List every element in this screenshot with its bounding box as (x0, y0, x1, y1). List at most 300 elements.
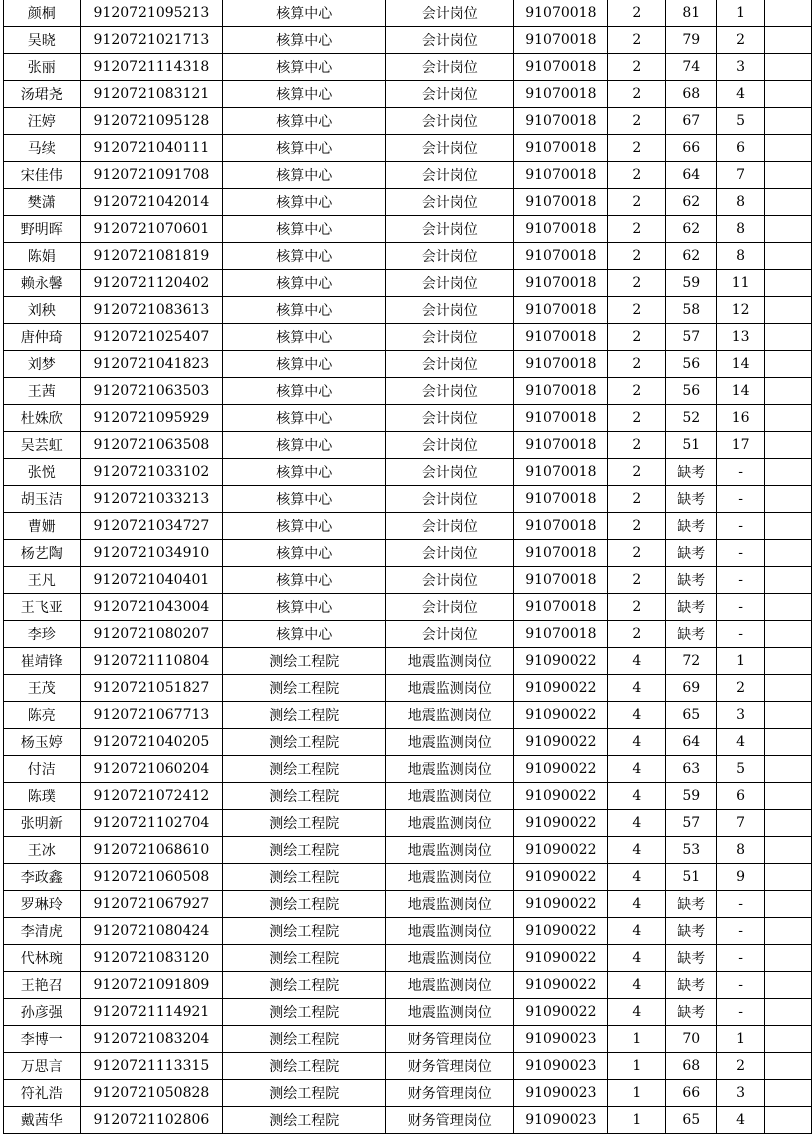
position-cell: 会计岗位 (386, 297, 514, 324)
hiring-quota-cell: 2 (608, 567, 666, 594)
position-code-cell: 91070018 (514, 216, 608, 243)
position-code-cell: 91090022 (514, 756, 608, 783)
exam-score-cell: 52 (666, 405, 717, 432)
table-row (4, 864, 812, 891)
hiring-quota-cell: 1 (608, 1080, 666, 1107)
empty-cell (764, 189, 811, 216)
hiring-quota-cell: 2 (608, 108, 666, 135)
admission-ticket-cell: 9120721063503 (80, 378, 223, 405)
rank-cell: - (717, 540, 765, 567)
employer-unit-cell: 核算中心 (223, 162, 386, 189)
empty-cell (764, 1053, 811, 1080)
admission-ticket-cell: 9120721114921 (80, 999, 223, 1026)
candidate-name-cell: 陈亮 (4, 702, 81, 729)
exam-score-cell: 62 (666, 243, 717, 270)
hiring-quota-cell: 2 (608, 270, 666, 297)
rank-cell: - (717, 594, 765, 621)
rank-cell: 1 (717, 648, 765, 675)
position-code-cell: 91070018 (514, 243, 608, 270)
employer-unit-cell: 核算中心 (223, 567, 386, 594)
rank-cell: 2 (717, 27, 765, 54)
hiring-quota-cell: 4 (608, 675, 666, 702)
table-row (4, 81, 812, 108)
rank-cell: 12 (717, 297, 765, 324)
candidate-name-cell: 符礼浩 (4, 1080, 81, 1107)
empty-cell (764, 459, 811, 486)
admission-ticket-cell: 9120721120402 (80, 270, 223, 297)
admission-ticket-cell: 9120721080207 (80, 621, 223, 648)
table-row (4, 1080, 812, 1107)
table-row (4, 837, 812, 864)
admission-ticket-cell: 9120721067713 (80, 702, 223, 729)
rank-cell: 14 (717, 351, 765, 378)
admission-ticket-cell: 9120721095929 (80, 405, 223, 432)
exam-score-cell: 缺考 (666, 567, 717, 594)
candidate-name-cell: 王茂 (4, 675, 81, 702)
rank-cell: 8 (717, 216, 765, 243)
position-cell: 财务管理岗位 (386, 1107, 514, 1134)
table-row (4, 54, 812, 81)
position-code-cell: 91070018 (514, 540, 608, 567)
position-cell: 地震监测岗位 (386, 864, 514, 891)
admission-ticket-cell: 9120721068610 (80, 837, 223, 864)
position-code-cell: 91070018 (514, 270, 608, 297)
employer-unit-cell: 测绘工程院 (223, 729, 386, 756)
table-row (4, 918, 812, 945)
employer-unit-cell: 测绘工程院 (223, 837, 386, 864)
exam-score-cell: 缺考 (666, 513, 717, 540)
employer-unit-cell: 核算中心 (223, 486, 386, 513)
employer-unit-cell: 核算中心 (223, 513, 386, 540)
admission-ticket-cell: 9120721043004 (80, 594, 223, 621)
admission-ticket-cell: 9120721067927 (80, 891, 223, 918)
position-cell: 会计岗位 (386, 324, 514, 351)
admission-ticket-cell: 9120721025407 (80, 324, 223, 351)
position-cell: 财务管理岗位 (386, 1080, 514, 1107)
table-row (4, 594, 812, 621)
position-code-cell: 91070018 (514, 594, 608, 621)
exam-score-cell: 缺考 (666, 594, 717, 621)
exam-score-cell: 68 (666, 81, 717, 108)
position-cell: 会计岗位 (386, 216, 514, 243)
position-code-cell: 91070018 (514, 0, 608, 27)
hiring-quota-cell: 4 (608, 945, 666, 972)
empty-cell (764, 945, 811, 972)
position-code-cell: 91090022 (514, 837, 608, 864)
empty-cell (764, 702, 811, 729)
candidate-name-cell: 刘梦 (4, 351, 81, 378)
exam-score-cell: 缺考 (666, 972, 717, 999)
position-cell: 地震监测岗位 (386, 783, 514, 810)
candidate-name-cell: 野明晖 (4, 216, 81, 243)
candidate-name-cell: 张悦 (4, 459, 81, 486)
table-row (4, 648, 812, 675)
empty-cell (764, 648, 811, 675)
empty-cell (764, 270, 811, 297)
exam-score-cell: 66 (666, 135, 717, 162)
hiring-quota-cell: 2 (608, 351, 666, 378)
exam-score-cell: 67 (666, 108, 717, 135)
position-code-cell: 91090022 (514, 864, 608, 891)
hiring-quota-cell: 2 (608, 594, 666, 621)
rank-cell: 4 (717, 1107, 765, 1134)
empty-cell (764, 1080, 811, 1107)
exam-score-cell: 66 (666, 1080, 717, 1107)
employer-unit-cell: 测绘工程院 (223, 648, 386, 675)
position-code-cell: 91090022 (514, 675, 608, 702)
exam-score-cell: 79 (666, 27, 717, 54)
employer-unit-cell: 测绘工程院 (223, 891, 386, 918)
table-row (4, 1107, 812, 1134)
position-cell: 地震监测岗位 (386, 972, 514, 999)
empty-cell (764, 405, 811, 432)
exam-score-cell: 51 (666, 432, 717, 459)
position-cell: 地震监测岗位 (386, 810, 514, 837)
candidate-name-cell: 陈娟 (4, 243, 81, 270)
position-code-cell: 91070018 (514, 405, 608, 432)
admission-ticket-cell: 9120721041823 (80, 351, 223, 378)
empty-cell (764, 162, 811, 189)
position-code-cell: 91090022 (514, 945, 608, 972)
empty-cell (764, 513, 811, 540)
exam-score-cell: 缺考 (666, 918, 717, 945)
exam-score-cell: 65 (666, 1107, 717, 1134)
position-code-cell: 91090022 (514, 999, 608, 1026)
employer-unit-cell: 核算中心 (223, 135, 386, 162)
table-row (4, 270, 812, 297)
table-row (4, 675, 812, 702)
candidate-name-cell: 张丽 (4, 54, 81, 81)
rank-cell: - (717, 621, 765, 648)
table-row (4, 972, 812, 999)
position-cell: 会计岗位 (386, 189, 514, 216)
empty-cell (764, 729, 811, 756)
table-row (4, 459, 812, 486)
empty-cell (764, 810, 811, 837)
candidate-name-cell: 吴芸虹 (4, 432, 81, 459)
admission-ticket-cell: 9120721113315 (80, 1053, 223, 1080)
admission-ticket-cell: 9120721042014 (80, 189, 223, 216)
employer-unit-cell: 核算中心 (223, 405, 386, 432)
candidate-name-cell: 代林琬 (4, 945, 81, 972)
position-code-cell: 91070018 (514, 162, 608, 189)
employer-unit-cell: 测绘工程院 (223, 1080, 386, 1107)
employer-unit-cell: 核算中心 (223, 27, 386, 54)
empty-cell (764, 216, 811, 243)
rank-cell: 1 (717, 0, 765, 27)
hiring-quota-cell: 2 (608, 513, 666, 540)
empty-cell (764, 297, 811, 324)
hiring-quota-cell: 2 (608, 297, 666, 324)
empty-cell (764, 432, 811, 459)
employer-unit-cell: 测绘工程院 (223, 945, 386, 972)
admission-ticket-cell: 9120721070601 (80, 216, 223, 243)
exam-score-cell: 56 (666, 378, 717, 405)
empty-cell (764, 756, 811, 783)
employer-unit-cell: 测绘工程院 (223, 675, 386, 702)
employer-unit-cell: 核算中心 (223, 243, 386, 270)
exam-score-cell: 59 (666, 783, 717, 810)
candidate-name-cell: 汤珺尧 (4, 81, 81, 108)
hiring-quota-cell: 2 (608, 135, 666, 162)
position-cell: 会计岗位 (386, 594, 514, 621)
employer-unit-cell: 核算中心 (223, 459, 386, 486)
rank-cell: 7 (717, 162, 765, 189)
hiring-quota-cell: 2 (608, 0, 666, 27)
exam-score-cell: 62 (666, 189, 717, 216)
candidate-name-cell: 唐仲琦 (4, 324, 81, 351)
position-cell: 地震监测岗位 (386, 891, 514, 918)
employer-unit-cell: 核算中心 (223, 54, 386, 81)
exam-score-cell: 57 (666, 810, 717, 837)
employer-unit-cell: 核算中心 (223, 594, 386, 621)
hiring-quota-cell: 4 (608, 729, 666, 756)
hiring-quota-cell: 2 (608, 216, 666, 243)
rank-cell: - (717, 513, 765, 540)
admission-ticket-cell: 9120721114318 (80, 54, 223, 81)
exam-score-cell: 74 (666, 54, 717, 81)
admission-ticket-cell: 9120721063508 (80, 432, 223, 459)
candidate-name-cell: 李博一 (4, 1026, 81, 1053)
candidate-name-cell: 马续 (4, 135, 81, 162)
employer-unit-cell: 测绘工程院 (223, 1026, 386, 1053)
candidate-name-cell: 王凡 (4, 567, 81, 594)
exam-score-cell: 缺考 (666, 891, 717, 918)
admission-ticket-cell: 9120721072412 (80, 783, 223, 810)
exam-score-cell: 56 (666, 351, 717, 378)
hiring-quota-cell: 4 (608, 864, 666, 891)
position-cell: 会计岗位 (386, 486, 514, 513)
empty-cell (764, 324, 811, 351)
admission-ticket-cell: 9120721102704 (80, 810, 223, 837)
rank-cell: 5 (717, 108, 765, 135)
employer-unit-cell: 测绘工程院 (223, 999, 386, 1026)
candidate-name-cell: 杜姝欣 (4, 405, 81, 432)
position-cell: 会计岗位 (386, 0, 514, 27)
table-row (4, 432, 812, 459)
empty-cell (764, 135, 811, 162)
empty-cell (764, 837, 811, 864)
hiring-quota-cell: 2 (608, 405, 666, 432)
admission-ticket-cell: 9120721095128 (80, 108, 223, 135)
admission-ticket-cell: 9120721060204 (80, 756, 223, 783)
table-row (4, 108, 812, 135)
rank-cell: - (717, 918, 765, 945)
employer-unit-cell: 核算中心 (223, 297, 386, 324)
admission-ticket-cell: 9120721110804 (80, 648, 223, 675)
rank-cell: 9 (717, 864, 765, 891)
candidate-name-cell: 罗琳玲 (4, 891, 81, 918)
candidate-name-cell: 赖永馨 (4, 270, 81, 297)
exam-score-cell: 68 (666, 1053, 717, 1080)
employer-unit-cell: 核算中心 (223, 189, 386, 216)
rank-cell: 8 (717, 243, 765, 270)
table-row (4, 540, 812, 567)
candidate-name-cell: 颜桐 (4, 0, 81, 27)
table-row (4, 189, 812, 216)
position-code-cell: 91070018 (514, 378, 608, 405)
hiring-quota-cell: 1 (608, 1053, 666, 1080)
candidate-name-cell: 王艳召 (4, 972, 81, 999)
employer-unit-cell: 核算中心 (223, 108, 386, 135)
admission-ticket-cell: 9120721040111 (80, 135, 223, 162)
table-row (4, 486, 812, 513)
exam-score-cell: 70 (666, 1026, 717, 1053)
hiring-quota-cell: 4 (608, 702, 666, 729)
hiring-quota-cell: 2 (608, 432, 666, 459)
table-row (4, 1026, 812, 1053)
empty-cell (764, 675, 811, 702)
admission-ticket-cell: 9120721060508 (80, 864, 223, 891)
position-cell: 地震监测岗位 (386, 918, 514, 945)
exam-score-cell: 缺考 (666, 486, 717, 513)
position-cell: 会计岗位 (386, 513, 514, 540)
candidate-name-cell: 吴晓 (4, 27, 81, 54)
empty-cell (764, 864, 811, 891)
rank-cell: - (717, 972, 765, 999)
position-cell: 地震监测岗位 (386, 675, 514, 702)
candidate-name-cell: 刘秧 (4, 297, 81, 324)
position-cell: 会计岗位 (386, 405, 514, 432)
exam-score-cell: 缺考 (666, 999, 717, 1026)
rank-cell: - (717, 945, 765, 972)
admission-ticket-cell: 9120721021713 (80, 27, 223, 54)
exam-score-cell: 64 (666, 729, 717, 756)
employer-unit-cell: 核算中心 (223, 432, 386, 459)
employer-unit-cell: 核算中心 (223, 351, 386, 378)
candidate-name-cell: 王飞亚 (4, 594, 81, 621)
position-code-cell: 91090022 (514, 891, 608, 918)
rank-cell: 16 (717, 405, 765, 432)
candidate-name-cell: 杨艺陶 (4, 540, 81, 567)
table-row (4, 297, 812, 324)
position-cell: 会计岗位 (386, 432, 514, 459)
admission-ticket-cell: 9120721051827 (80, 675, 223, 702)
position-cell: 地震监测岗位 (386, 945, 514, 972)
rank-cell: 6 (717, 783, 765, 810)
employer-unit-cell: 核算中心 (223, 81, 386, 108)
table-row (4, 999, 812, 1026)
exam-score-cell: 59 (666, 270, 717, 297)
table-row (4, 243, 812, 270)
empty-cell (764, 540, 811, 567)
empty-cell (764, 891, 811, 918)
empty-cell (764, 0, 811, 27)
rank-cell: - (717, 459, 765, 486)
exam-score-cell: 缺考 (666, 621, 717, 648)
employer-unit-cell: 测绘工程院 (223, 810, 386, 837)
exam-score-cell: 69 (666, 675, 717, 702)
candidate-name-cell: 王茜 (4, 378, 81, 405)
empty-cell (764, 567, 811, 594)
empty-cell (764, 27, 811, 54)
candidate-name-cell: 李清虎 (4, 918, 81, 945)
position-code-cell: 91070018 (514, 351, 608, 378)
employer-unit-cell: 核算中心 (223, 540, 386, 567)
exam-score-cell: 63 (666, 756, 717, 783)
rank-cell: 5 (717, 756, 765, 783)
position-cell: 会计岗位 (386, 540, 514, 567)
exam-score-cell: 缺考 (666, 540, 717, 567)
position-code-cell: 91070018 (514, 567, 608, 594)
hiring-quota-cell: 2 (608, 27, 666, 54)
rank-cell: 3 (717, 54, 765, 81)
position-code-cell: 91090022 (514, 648, 608, 675)
candidate-name-cell: 李政鑫 (4, 864, 81, 891)
exam-score-cell: 51 (666, 864, 717, 891)
employer-unit-cell: 核算中心 (223, 378, 386, 405)
position-code-cell: 91070018 (514, 27, 608, 54)
employer-unit-cell: 测绘工程院 (223, 1107, 386, 1134)
position-code-cell: 91090023 (514, 1080, 608, 1107)
hiring-quota-cell: 4 (608, 891, 666, 918)
exam-score-cell: 64 (666, 162, 717, 189)
employer-unit-cell: 测绘工程院 (223, 864, 386, 891)
table-row (4, 945, 812, 972)
hiring-quota-cell: 2 (608, 81, 666, 108)
position-cell: 会计岗位 (386, 27, 514, 54)
empty-cell (764, 1026, 811, 1053)
rank-cell: 1 (717, 1026, 765, 1053)
position-cell: 地震监测岗位 (386, 648, 514, 675)
exam-score-cell: 65 (666, 702, 717, 729)
rank-cell: 4 (717, 729, 765, 756)
rank-cell: - (717, 891, 765, 918)
position-cell: 会计岗位 (386, 135, 514, 162)
empty-cell (764, 999, 811, 1026)
position-cell: 会计岗位 (386, 459, 514, 486)
exam-score-cell: 72 (666, 648, 717, 675)
empty-cell (764, 918, 811, 945)
employer-unit-cell: 核算中心 (223, 270, 386, 297)
position-cell: 会计岗位 (386, 54, 514, 81)
rank-cell: 3 (717, 1080, 765, 1107)
position-cell: 会计岗位 (386, 270, 514, 297)
position-cell: 地震监测岗位 (386, 999, 514, 1026)
candidate-name-cell: 汪婷 (4, 108, 81, 135)
rank-cell: 6 (717, 135, 765, 162)
position-cell: 会计岗位 (386, 243, 514, 270)
employer-unit-cell: 测绘工程院 (223, 702, 386, 729)
position-cell: 财务管理岗位 (386, 1026, 514, 1053)
candidate-name-cell: 王冰 (4, 837, 81, 864)
hiring-quota-cell: 4 (608, 648, 666, 675)
candidate-name-cell: 陈璞 (4, 783, 81, 810)
hiring-quota-cell: 2 (608, 162, 666, 189)
score-table (3, 0, 812, 1134)
table-row (4, 891, 812, 918)
position-code-cell: 91070018 (514, 54, 608, 81)
table-row (4, 135, 812, 162)
table-row (4, 783, 812, 810)
admission-ticket-cell: 9120721080424 (80, 918, 223, 945)
admission-ticket-cell: 9120721040205 (80, 729, 223, 756)
table-row (4, 1053, 812, 1080)
candidate-name-cell: 张明新 (4, 810, 81, 837)
position-code-cell: 91070018 (514, 621, 608, 648)
position-cell: 会计岗位 (386, 378, 514, 405)
position-cell: 地震监测岗位 (386, 729, 514, 756)
empty-cell (764, 54, 811, 81)
exam-score-cell: 缺考 (666, 945, 717, 972)
rank-cell: 2 (717, 675, 765, 702)
admission-ticket-cell: 9120721095213 (80, 0, 223, 27)
hiring-quota-cell: 4 (608, 783, 666, 810)
table-row (4, 702, 812, 729)
exam-score-cell: 53 (666, 837, 717, 864)
candidate-name-cell: 樊潇 (4, 189, 81, 216)
candidate-name-cell: 杨玉婷 (4, 729, 81, 756)
